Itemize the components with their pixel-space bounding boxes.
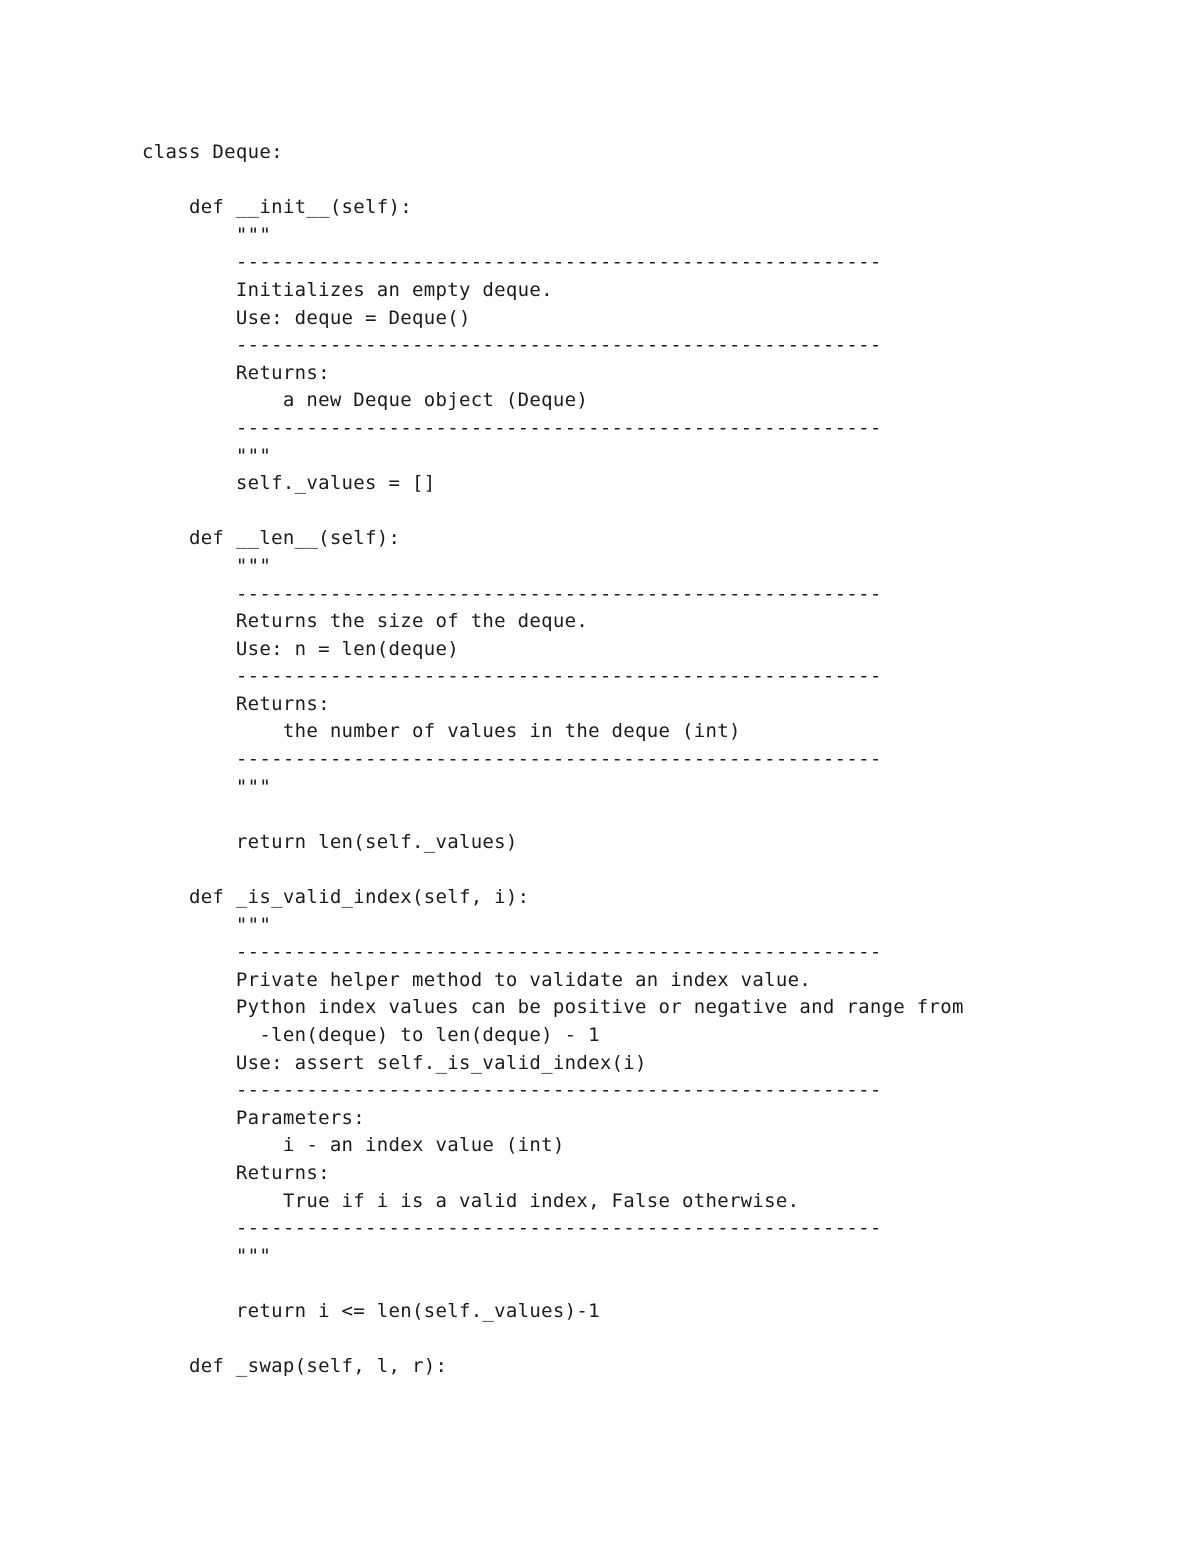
- code-line: Use: assert self._is_valid_index(i): [142, 1051, 647, 1074]
- code-line: Parameters:: [142, 1106, 366, 1129]
- code-line: a new Deque object (Deque): [142, 389, 589, 412]
- code-line: -------------------------------------------------------: [142, 416, 882, 439]
- code-line: Python index values can be positive or negative and range from: [142, 996, 964, 1019]
- code-line-len-def: def __len__(self):: [142, 527, 401, 550]
- code-line: Returns:: [142, 692, 330, 715]
- code-line: Returns:: [142, 1161, 330, 1184]
- code-line-swap-def: def _swap(self, l, r):: [142, 1355, 448, 1378]
- code-line-is-valid-index-def: def _is_valid_index(self, i):: [142, 886, 530, 909]
- code-line: -len(deque) to len(deque) - 1: [142, 1024, 600, 1046]
- code-line: -------------------------------------------------------: [142, 941, 882, 964]
- code-line: -------------------------------------------------------: [142, 251, 882, 274]
- code-line: Returns:: [142, 361, 330, 384]
- code-line: Private helper method to validate an index value.: [142, 968, 812, 991]
- code-line: [142, 801, 964, 829]
- code-line: """: [142, 775, 272, 798]
- code-line: i - an index value (int): [142, 1134, 565, 1157]
- code-line: Returns the size of the deque.: [142, 610, 589, 633]
- code-line: [142, 1326, 964, 1354]
- code-line: -------------------------------------------------------: [142, 334, 882, 357]
- code-line: -------------------------------------------------------: [142, 1079, 882, 1102]
- code-line: self._values = []: [142, 472, 436, 495]
- code-line: [142, 856, 964, 884]
- code-line: True if i is a valid index, False otherwise.: [142, 1189, 800, 1212]
- code-line: -------------------------------------------------------: [142, 665, 882, 688]
- code-line: return len(self._values): [142, 830, 518, 853]
- code-line: return i <= len(self._values)-1: [142, 1299, 600, 1322]
- code-line: """: [142, 554, 272, 577]
- code-line: [142, 167, 964, 195]
- code-line: -------------------------------------------------------: [142, 1217, 882, 1240]
- code-line-class-def: class Deque:: [142, 141, 283, 163]
- code-line: Use: deque = Deque(): [142, 306, 471, 329]
- code-line: """: [142, 444, 272, 467]
- code-listing: [142, 139, 964, 1381]
- code-line: """: [142, 223, 272, 246]
- code-line: [142, 498, 964, 526]
- code-line: the number of values in the deque (int): [142, 720, 741, 743]
- code-line: -------------------------------------------------------: [142, 582, 882, 605]
- code-line: [142, 1270, 964, 1298]
- code-line: """: [142, 1244, 272, 1267]
- code-line: -------------------------------------------------------: [142, 748, 882, 771]
- code-line: Use: n = len(deque): [142, 637, 459, 660]
- code-line: Initializes an empty deque.: [142, 278, 553, 301]
- code-line: """: [142, 913, 272, 936]
- code-line-init-def: def __init__(self):: [142, 196, 412, 219]
